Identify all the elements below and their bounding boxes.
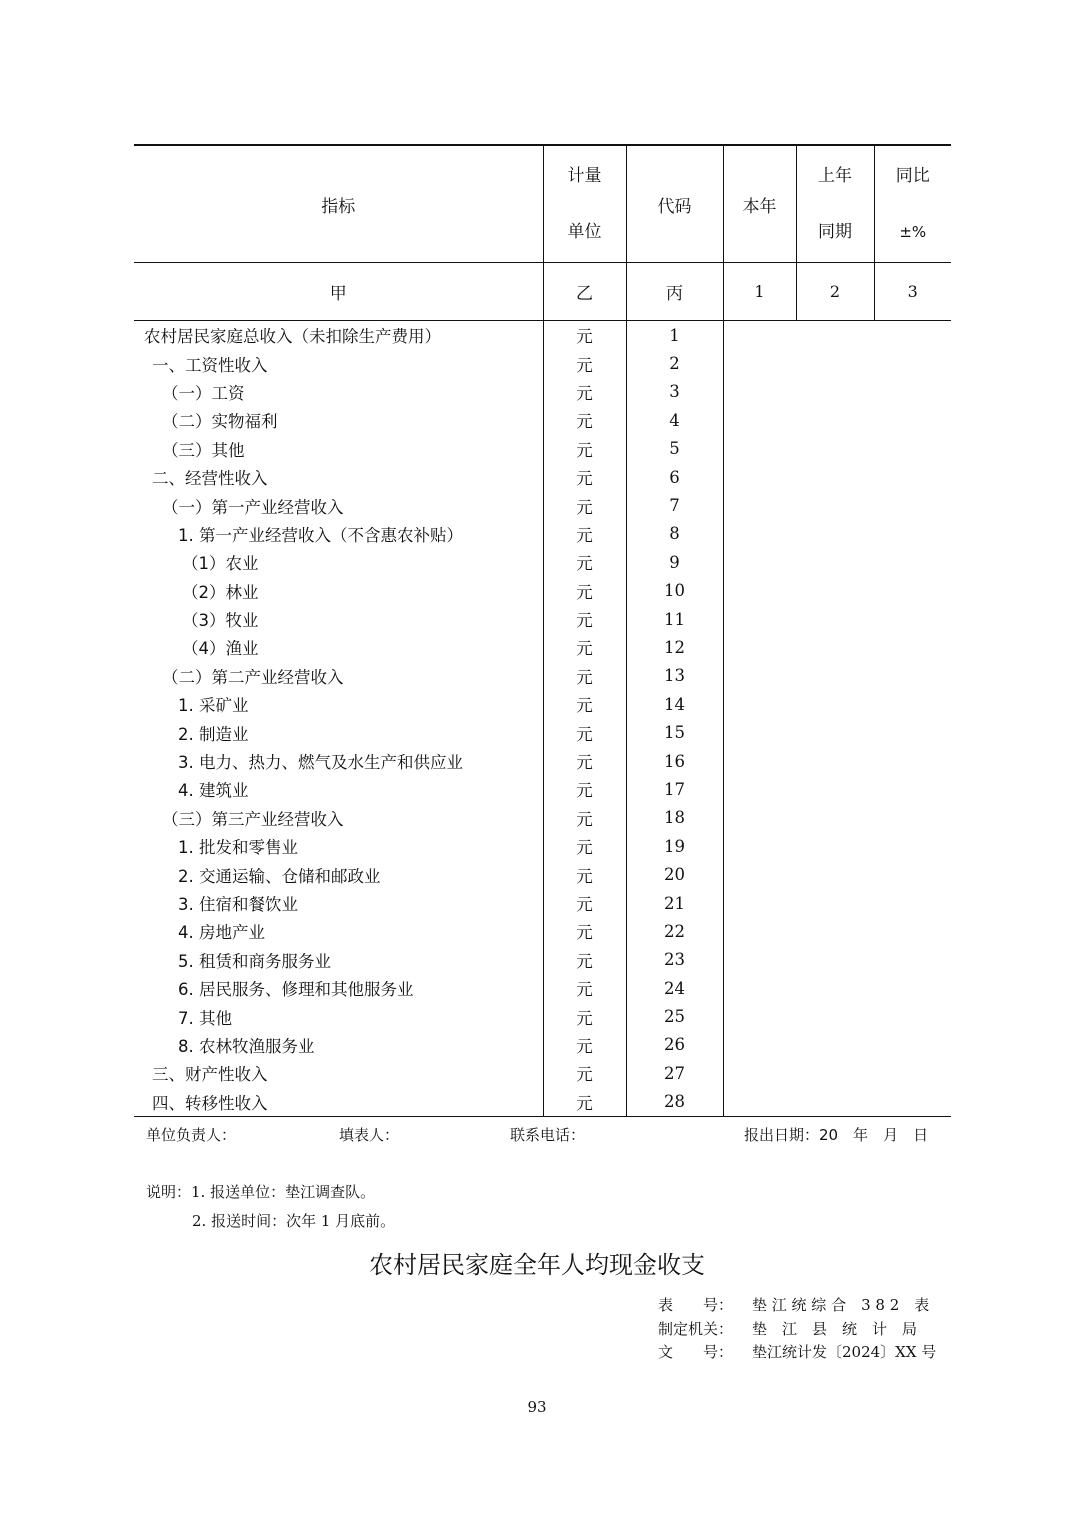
table-row (134, 1088, 951, 1117)
row-unit: 元 (543, 889, 626, 917)
row-yoy (874, 1059, 951, 1087)
row-yoy (874, 974, 951, 1002)
table-row (134, 463, 951, 491)
row-yoy (874, 1031, 951, 1059)
row-yoy (874, 463, 951, 491)
table-row (134, 946, 951, 974)
table-row (134, 974, 951, 1002)
meta-value: 垫江统计发〔2024〕XX 号 (752, 1343, 937, 1361)
row-this-year (723, 548, 796, 576)
row-unit: 元 (543, 946, 626, 974)
row-this-year (723, 435, 796, 463)
row-last-year (796, 917, 874, 945)
row-indicator: （3）牧业 (182, 611, 259, 631)
header-indicator: 指标 (134, 145, 543, 263)
header-yoy: 同比 ±% (874, 145, 951, 263)
row-code: 15 (626, 718, 723, 746)
row-indicator: （4）渔业 (182, 639, 259, 659)
row-indicator: （三）其他 (162, 440, 245, 460)
row-indicator: 8. 农林牧渔服务业 (178, 1036, 315, 1056)
table-row (134, 605, 951, 633)
row-unit: 元 (543, 662, 626, 690)
row-last-year (796, 633, 874, 661)
table-row (134, 690, 951, 718)
row-last-year (796, 860, 874, 888)
row-unit: 元 (543, 832, 626, 860)
row-last-year (796, 548, 874, 576)
meta-key: 文 号： (658, 1343, 734, 1361)
table-header-row (134, 145, 951, 263)
row-code: 28 (626, 1088, 723, 1117)
row-unit: 元 (543, 435, 626, 463)
row-indicator: 6. 居民服务、修理和其他服务业 (178, 980, 414, 1000)
row-indicator: 2. 制造业 (178, 724, 249, 744)
page-number: 93 (527, 1398, 547, 1416)
row-this-year (723, 577, 796, 605)
row-yoy (874, 690, 951, 718)
row-indicator: 一、工资性收入 (152, 355, 268, 375)
table-row (134, 520, 951, 548)
table-row (134, 747, 951, 775)
row-last-year (796, 1031, 874, 1059)
row-unit: 元 (543, 1088, 626, 1117)
row-indicator: 四、转移性收入 (134, 1088, 543, 1117)
header-this-year: 本年 (723, 145, 796, 263)
row-unit: 元 (543, 747, 626, 775)
column-code-row (134, 263, 951, 321)
row-yoy (874, 889, 951, 917)
row-indicator: 1. 采矿业 (178, 696, 249, 716)
row-yoy (874, 662, 951, 690)
row-code: 7 (626, 491, 723, 519)
row-code: 20 (626, 860, 723, 888)
row-last-year (796, 747, 874, 775)
row-yoy (874, 804, 951, 832)
row-indicator: 7. 其他 (178, 1008, 232, 1028)
row-unit: 元 (543, 378, 626, 406)
row-code: 10 (626, 577, 723, 605)
row-yoy (874, 633, 951, 661)
table-row (134, 804, 951, 832)
row-yoy (874, 491, 951, 519)
row-indicator: 1. 批发和零售业 (178, 838, 298, 858)
table-row (134, 1002, 951, 1030)
row-code: 17 (626, 775, 723, 803)
meta-key: 表 号： (658, 1296, 734, 1314)
header-unit: 计量 单位 (543, 145, 626, 263)
row-last-year (796, 889, 874, 917)
row-yoy (874, 548, 951, 576)
table-row (134, 548, 951, 576)
row-code: 24 (626, 974, 723, 1002)
header-last-year: 上年 同期 (796, 145, 874, 263)
row-yoy (874, 917, 951, 945)
row-yoy (874, 1002, 951, 1030)
row-this-year (723, 889, 796, 917)
column-code: 2 (796, 263, 874, 321)
row-this-year (723, 633, 796, 661)
row-unit: 元 (543, 633, 626, 661)
row-unit: 元 (543, 974, 626, 1002)
row-yoy (874, 946, 951, 974)
row-this-year (723, 804, 796, 832)
next-table-title: 农村居民家庭全年人均现金收支 (369, 1251, 705, 1279)
row-this-year (723, 974, 796, 1002)
table-row (134, 1031, 951, 1059)
row-this-year (723, 747, 796, 775)
row-last-year (796, 775, 874, 803)
row-indicator: （二）实物福利 (162, 412, 278, 432)
row-last-year (796, 718, 874, 746)
row-this-year (723, 491, 796, 519)
row-last-year (796, 463, 874, 491)
table-row (134, 633, 951, 661)
row-yoy (874, 321, 951, 350)
row-unit: 元 (543, 775, 626, 803)
row-yoy (874, 406, 951, 434)
row-code: 11 (626, 605, 723, 633)
row-code: 1 (626, 321, 723, 350)
row-last-year (796, 435, 874, 463)
table-row (134, 917, 951, 945)
row-this-year (723, 1031, 796, 1059)
row-code: 12 (626, 633, 723, 661)
meta-form-number (658, 1294, 929, 1315)
row-indicator: 3. 电力、热力、燃气及水生产和供应业 (178, 753, 463, 773)
row-yoy (874, 577, 951, 605)
row-this-year (723, 860, 796, 888)
column-code: 丙 (626, 263, 723, 321)
row-this-year (723, 1059, 796, 1087)
row-this-year (723, 520, 796, 548)
table-row (134, 1059, 951, 1087)
row-code: 18 (626, 804, 723, 832)
row-unit: 元 (543, 406, 626, 434)
table-row (134, 860, 951, 888)
row-unit: 元 (543, 349, 626, 377)
row-indicator: （一）第一产业经营收入 (162, 497, 344, 517)
column-code: 乙 (543, 263, 626, 321)
row-last-year (796, 1088, 874, 1117)
header-code: 代码 (626, 145, 723, 263)
row-code: 27 (626, 1059, 723, 1087)
row-this-year (723, 775, 796, 803)
row-this-year (723, 690, 796, 718)
signature-date: 报出日期：20 年 月 日 (744, 1126, 929, 1144)
row-this-year (723, 406, 796, 434)
row-unit: 元 (543, 491, 626, 519)
meta-value: 垫 江 统 综 合 3 8 2 表 (752, 1296, 930, 1314)
row-yoy (874, 718, 951, 746)
row-unit: 元 (543, 321, 626, 350)
row-yoy (874, 520, 951, 548)
row-last-year (796, 662, 874, 690)
row-yoy (874, 1088, 951, 1117)
row-last-year (796, 974, 874, 1002)
row-code: 14 (626, 690, 723, 718)
row-indicator: 5. 租赁和商务服务业 (178, 951, 331, 971)
row-this-year (723, 832, 796, 860)
income-statistics-table (134, 144, 951, 1117)
row-this-year (723, 1088, 796, 1117)
table-row (134, 321, 951, 350)
row-unit: 元 (543, 548, 626, 576)
row-last-year (796, 491, 874, 519)
row-unit: 元 (543, 804, 626, 832)
table-row (134, 349, 951, 377)
row-last-year (796, 577, 874, 605)
row-indicator: 3. 住宿和餐饮业 (178, 895, 298, 914)
row-unit: 元 (543, 690, 626, 718)
row-unit: 元 (543, 917, 626, 945)
row-unit: 元 (543, 605, 626, 633)
row-indicator: 2. 交通运输、仓储和邮政业 (178, 866, 381, 886)
row-last-year (796, 804, 874, 832)
row-yoy (874, 435, 951, 463)
row-last-year (796, 832, 874, 860)
row-code: 26 (626, 1031, 723, 1059)
row-code: 4 (626, 406, 723, 434)
row-yoy (874, 860, 951, 888)
meta-issuer (658, 1318, 917, 1339)
row-code: 16 (626, 747, 723, 775)
row-yoy (874, 349, 951, 377)
row-yoy (874, 747, 951, 775)
row-this-year (723, 917, 796, 945)
row-code: 23 (626, 946, 723, 974)
row-last-year (796, 378, 874, 406)
row-last-year (796, 946, 874, 974)
row-this-year (723, 946, 796, 974)
row-unit: 元 (543, 1031, 626, 1059)
row-indicator: 二、经营性收入 (152, 469, 268, 489)
row-yoy (874, 775, 951, 803)
table-row (134, 718, 951, 746)
column-code: 甲 (134, 263, 543, 321)
row-unit: 元 (543, 520, 626, 548)
row-yoy (874, 605, 951, 633)
row-code: 3 (626, 378, 723, 406)
row-code: 21 (626, 889, 723, 917)
row-unit: 元 (543, 860, 626, 888)
row-code: 5 (626, 435, 723, 463)
row-code: 2 (626, 349, 723, 377)
row-indicator: 农村居民家庭总收入（未扣除生产费用） (144, 327, 441, 347)
row-code: 19 (626, 832, 723, 860)
row-this-year (723, 463, 796, 491)
table-row (134, 435, 951, 463)
row-this-year (723, 718, 796, 746)
row-this-year (723, 1002, 796, 1030)
table-row (134, 662, 951, 690)
column-code: 3 (874, 263, 951, 321)
row-indicator: （三）第三产业经营收入 (162, 809, 344, 829)
meta-value: 垫 江 县 统 计 局 (752, 1320, 918, 1338)
table-row (134, 577, 951, 605)
row-this-year (723, 378, 796, 406)
row-this-year (723, 605, 796, 633)
row-indicator: 4. 房地产业 (178, 923, 265, 943)
table-row (134, 832, 951, 860)
table-row (134, 406, 951, 434)
row-last-year (796, 1002, 874, 1030)
row-unit: 元 (543, 718, 626, 746)
signature-phone: 联系电话： (510, 1126, 586, 1144)
row-this-year (723, 321, 796, 350)
row-unit: 元 (543, 1002, 626, 1030)
signature-head: 单位负责人： (146, 1126, 237, 1144)
row-code: 6 (626, 463, 723, 491)
row-code: 9 (626, 548, 723, 576)
row-indicator: 1. 第一产业经营收入（不含惠农补贴） (178, 525, 463, 545)
row-last-year (796, 1059, 874, 1087)
row-indicator: （二）第二产业经营收入 (162, 667, 344, 687)
row-yoy (874, 378, 951, 406)
row-unit: 元 (543, 1059, 626, 1087)
column-code: 1 (723, 263, 796, 321)
row-unit: 元 (543, 463, 626, 491)
table-body (134, 321, 951, 1117)
row-last-year (796, 690, 874, 718)
note-line-2: 2. 报送时间：次年 1 月底前。 (192, 1212, 396, 1230)
signature-filler: 填表人： (339, 1126, 400, 1144)
row-last-year (796, 321, 874, 350)
table-row (134, 491, 951, 519)
row-last-year (796, 406, 874, 434)
row-code: 25 (626, 1002, 723, 1030)
row-indicator: 三、财产性收入 (152, 1065, 268, 1085)
row-last-year (796, 605, 874, 633)
row-indicator: 4. 建筑业 (178, 781, 249, 801)
row-this-year (723, 349, 796, 377)
row-indicator: （2）林业 (182, 582, 259, 602)
table-row (134, 775, 951, 803)
row-indicator: （一）工资 (162, 383, 245, 403)
note-line-1: 说明：1. 报送单位：垫江调查队。 (146, 1183, 376, 1201)
row-unit: 元 (543, 577, 626, 605)
row-indicator: （1）农业 (182, 554, 259, 574)
row-code: 13 (626, 662, 723, 690)
row-yoy (874, 832, 951, 860)
row-code: 8 (626, 520, 723, 548)
table-row (134, 889, 951, 917)
meta-document-number (658, 1341, 936, 1362)
row-this-year (723, 662, 796, 690)
table-row (134, 378, 951, 406)
row-code: 22 (626, 917, 723, 945)
row-last-year (796, 520, 874, 548)
meta-key: 制定机关： (658, 1320, 734, 1338)
row-last-year (796, 349, 874, 377)
